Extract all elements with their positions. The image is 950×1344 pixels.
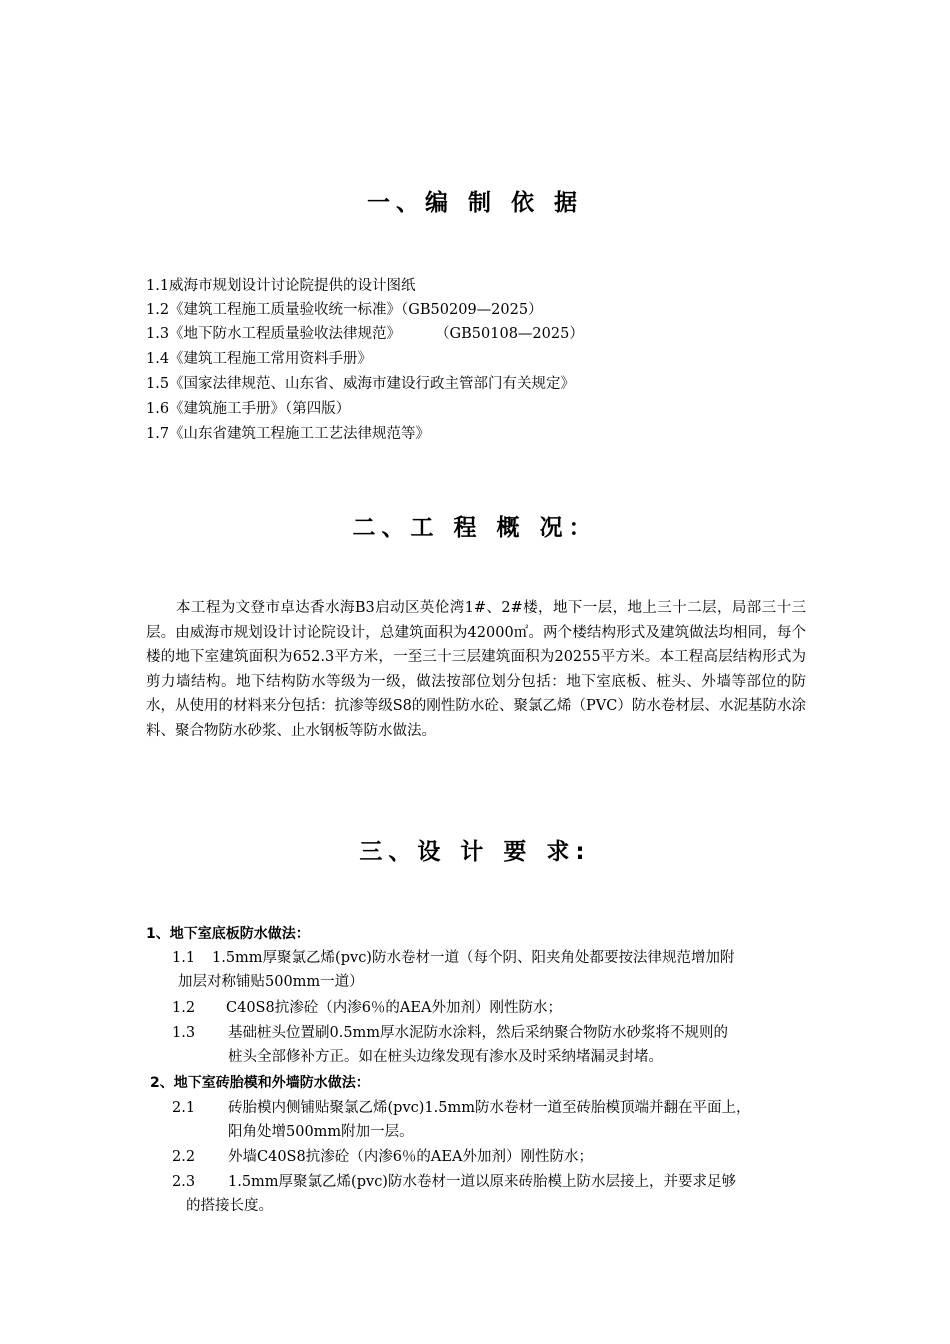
- basis-item-5: 1.5《国家法律规范、山东省、威海市建设行政主管部门有关规定》: [146, 376, 576, 392]
- item-number: 1.1: [172, 950, 196, 966]
- wall-item-3-line2: 的搭接长度。: [186, 1198, 273, 1214]
- floor-item-3-line1: [172, 1021, 728, 1045]
- basis-item-3-code: （GB50108—2025）: [435, 326, 584, 342]
- item-number: 1.2: [172, 1000, 196, 1016]
- floor-item-2-line1: [172, 996, 562, 1020]
- basis-item-3: [146, 322, 584, 346]
- item-text: 1.5mm厚聚氯乙烯(pvc)防水卷材一道以原来砖胎模上防水层接上，并要求足够: [228, 1174, 736, 1190]
- item-number: 2.2: [172, 1149, 196, 1165]
- wall-item-1-line1: [172, 1096, 750, 1120]
- basis-item-6: 1.6《建筑施工手册》（第四版）: [146, 401, 351, 417]
- floor-item-1-line2: 加层对称铺贴500mm一道）: [178, 974, 364, 990]
- basis-item-3-title: 1.3《地下防水工程质量验收法律规范》: [146, 326, 402, 342]
- basis-item-4: 1.4《建筑工程施工常用资料手册》: [146, 351, 373, 367]
- subsection-heading-floor: 1、地下室底板防水做法：: [146, 926, 310, 942]
- basis-item-2: 1.2《建筑工程施工质量验收统一标准》（GB50209—2025）: [146, 302, 543, 318]
- wall-item-3-line1: [172, 1170, 736, 1194]
- basis-item-1: 1.1威海市规划设计讨论院提供的设计图纸: [146, 278, 416, 294]
- item-text: 1.5mm厚聚氯乙烯(pvc)防水卷材一道（每个阴、阳夹角处都要按法律规范增加附: [212, 950, 735, 966]
- item-number: 1.3: [172, 1025, 196, 1041]
- item-text: C40S8抗渗砼（内渗6％的AEA外加剂）刚性防水；: [226, 1000, 562, 1016]
- section-title-requirements: 三、设 计 要 求:: [359, 839, 591, 865]
- item-text: 砖胎模内侧铺贴聚氯乙烯(pvc)1.5mm防水卷材一道至砖胎模顶端并翻在平面上，: [228, 1100, 751, 1116]
- section-title-overview: 二、工 程 概 况：: [352, 515, 598, 541]
- wall-item-1-line2: 阳角处增500mm附加一层。: [228, 1124, 414, 1140]
- wall-item-2-line1: [172, 1145, 593, 1169]
- overview-paragraph: 本工程为文登市卓达香水海B3启动区英伦湾1#、2#楼，地下一层，地上三十二层，局部三十三层。由威海市规划设计讨论院设计，总建筑面积为42000㎡。两个楼结构形式及建筑做法均相同，每个楼的地下室建筑面积为652.3平方米，一至三十三层建筑面积为20255平方米。本工程高层结构形式为剪力墙结构。地下结构防水等级为一级，做法按部位划分包括：地下室底板、桩头、外墙等部位的防水，从使用的材料来分包括：抗渗等级S8的刚性防水砼、聚氯乙烯（PVC）防水卷材层、水泥基防水涂料、聚合物防水砂浆、止水钢板等防水做法。: [146, 600, 806, 739]
- section-title-basis: 一、编 制 依 据: [366, 190, 584, 216]
- floor-item-3-line2: 桩头全部修补方正。如在桩头边缘发现有渗水及时采纳堵漏灵封堵。: [228, 1049, 663, 1065]
- basis-item-7: 1.7《山东省建筑工程施工工艺法律规范等》: [146, 426, 431, 442]
- item-text: 基础桩头位置刷0.5mm厚水泥防水涂料，然后采纳聚合物防水砂浆将不规则的: [228, 1025, 729, 1041]
- subsection-heading-wall: 2、地下室砖胎模和外墙防水做法：: [150, 1075, 370, 1091]
- item-text: 外墙C40S8抗渗砼（内渗6％的AEA外加剂）刚性防水；: [228, 1149, 593, 1165]
- item-number: 2.1: [172, 1100, 196, 1116]
- floor-item-1-line1: [172, 946, 734, 970]
- item-number: 2.3: [172, 1174, 196, 1190]
